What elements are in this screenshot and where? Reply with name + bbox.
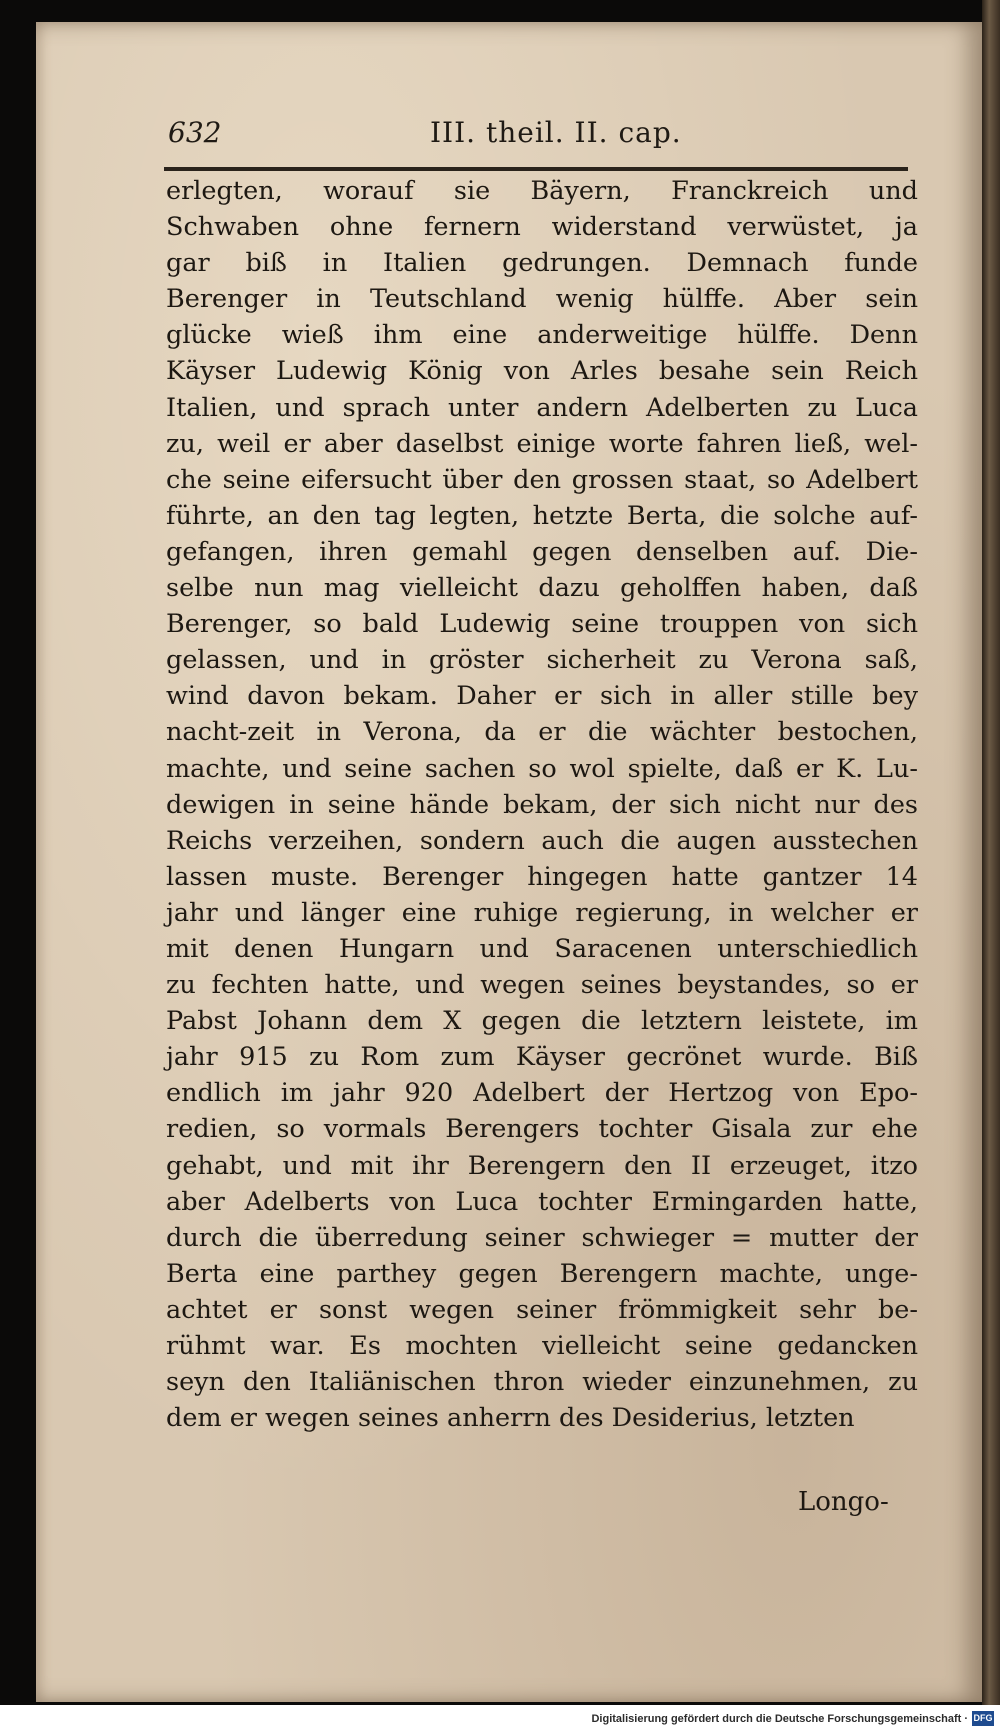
text-line: che seine eifersucht über den grossen staat, so Adelbert: [166, 464, 918, 495]
text-line: achtet er sonst wegen seiner frömmigkeit sehr be-: [166, 1294, 918, 1325]
text-line: Italien, und sprach unter andern Adelberten zu Luca: [166, 392, 918, 423]
text-line: jahr 915 zu Rom zum Käyser gecrönet wurde. Biß: [166, 1042, 918, 1073]
text-line: seyn den Italiänischen thron wieder einzunehmen, zu: [166, 1367, 918, 1398]
text-line: wind davon bekam. Daher er sich in aller stille bey: [166, 681, 918, 712]
text-line: nacht-zeit in Verona, da er die wächter bestochen,: [166, 717, 918, 748]
book-edge: [982, 0, 1000, 1735]
text-line: redien, so vormals Berengers tochter Gisala zur ehe: [166, 1114, 918, 1145]
text-line: jahr und länger eine ruhige regierung, in welcher er: [166, 897, 918, 928]
text-line: dem er wegen seines anherrn des Desiderius, letzten: [166, 1403, 855, 1434]
text-line: führte, an den tag legten, hetzte Berta, die solche auf-: [166, 500, 918, 531]
footer-bar: [0, 1705, 1000, 1735]
text-line: Reichs verzeihen, sondern auch die augen ausstechen: [166, 825, 918, 856]
text-line: rühmt war. Es mochten vielleicht seine gedancken: [166, 1331, 918, 1361]
chapter-title: III. theil. II. cap.: [430, 116, 682, 149]
text-line: Berta eine parthey gegen Berengern machte, unge-: [166, 1258, 918, 1289]
text-line: gehabt, und mit ihr Berengern den II erzeuget, itzo: [166, 1150, 918, 1181]
header-rule: [164, 167, 908, 171]
text-line: glücke wieß ihm eine anderweitige hülffe. Denn: [166, 320, 918, 351]
text-line: durch die überredung seiner schwieger = mutter der: [166, 1222, 918, 1253]
dfg-logo: DFG: [972, 1711, 994, 1726]
text-line: selbe nun mag vielleicht dazu geholffen haben, daß: [166, 573, 918, 604]
text-line: gefangen, ihren gemahl gegen denselben auf. Die-: [166, 536, 918, 567]
text-line: aber Adelberts von Luca tochter Ermingarden hatte,: [166, 1186, 918, 1217]
text-line: Pabst Johann dem X gegen die letztern leistete, im: [166, 1006, 918, 1037]
text-line: machte, und seine sachen so wol spielte, daß er K. Lu-: [166, 753, 918, 784]
text-line: mit denen Hungarn und Saracenen unterschiedlich: [166, 933, 918, 964]
text-line: Berenger, so bald Ludewig seine trouppen von sich: [166, 609, 918, 640]
text-line: Schwaben ohne fernern widerstand verwüstet, ja: [166, 212, 918, 243]
text-line: zu, weil er aber daselbst einige worte fahren ließ, wel-: [166, 428, 918, 459]
text-line: dewigen in seine hände bekam, der sich nicht nur des: [166, 789, 918, 820]
running-head: [168, 116, 908, 156]
text-line: Käyser Ludewig König von Arles besahe sein Reich: [166, 356, 918, 387]
catchword: Longo-: [798, 1487, 889, 1517]
text-line: erlegten, worauf sie Bäyern, Franckreich und: [166, 176, 918, 206]
funding-credit: Digitalisierung gefördert durch die Deutsche Forschungsgemeinschaft ·: [591, 1713, 968, 1725]
text-line: gar biß in Italien gedrungen. Demnach funde: [166, 248, 918, 279]
text-line: Berenger in Teutschland wenig hülffe. Aber sein: [166, 284, 918, 315]
text-line: gelassen, und in gröster sicherheit zu Verona saß,: [166, 645, 918, 676]
page-number: 632: [168, 116, 222, 149]
text-line: zu fechten hatte, und wegen seines beystandes, so er: [166, 970, 918, 1001]
text-line: lassen muste. Berenger hingegen hatte gantzer 14: [166, 861, 918, 892]
text-line: endlich im jahr 920 Adelbert der Hertzog von Epo-: [166, 1078, 918, 1109]
body-text: [166, 173, 918, 1436]
